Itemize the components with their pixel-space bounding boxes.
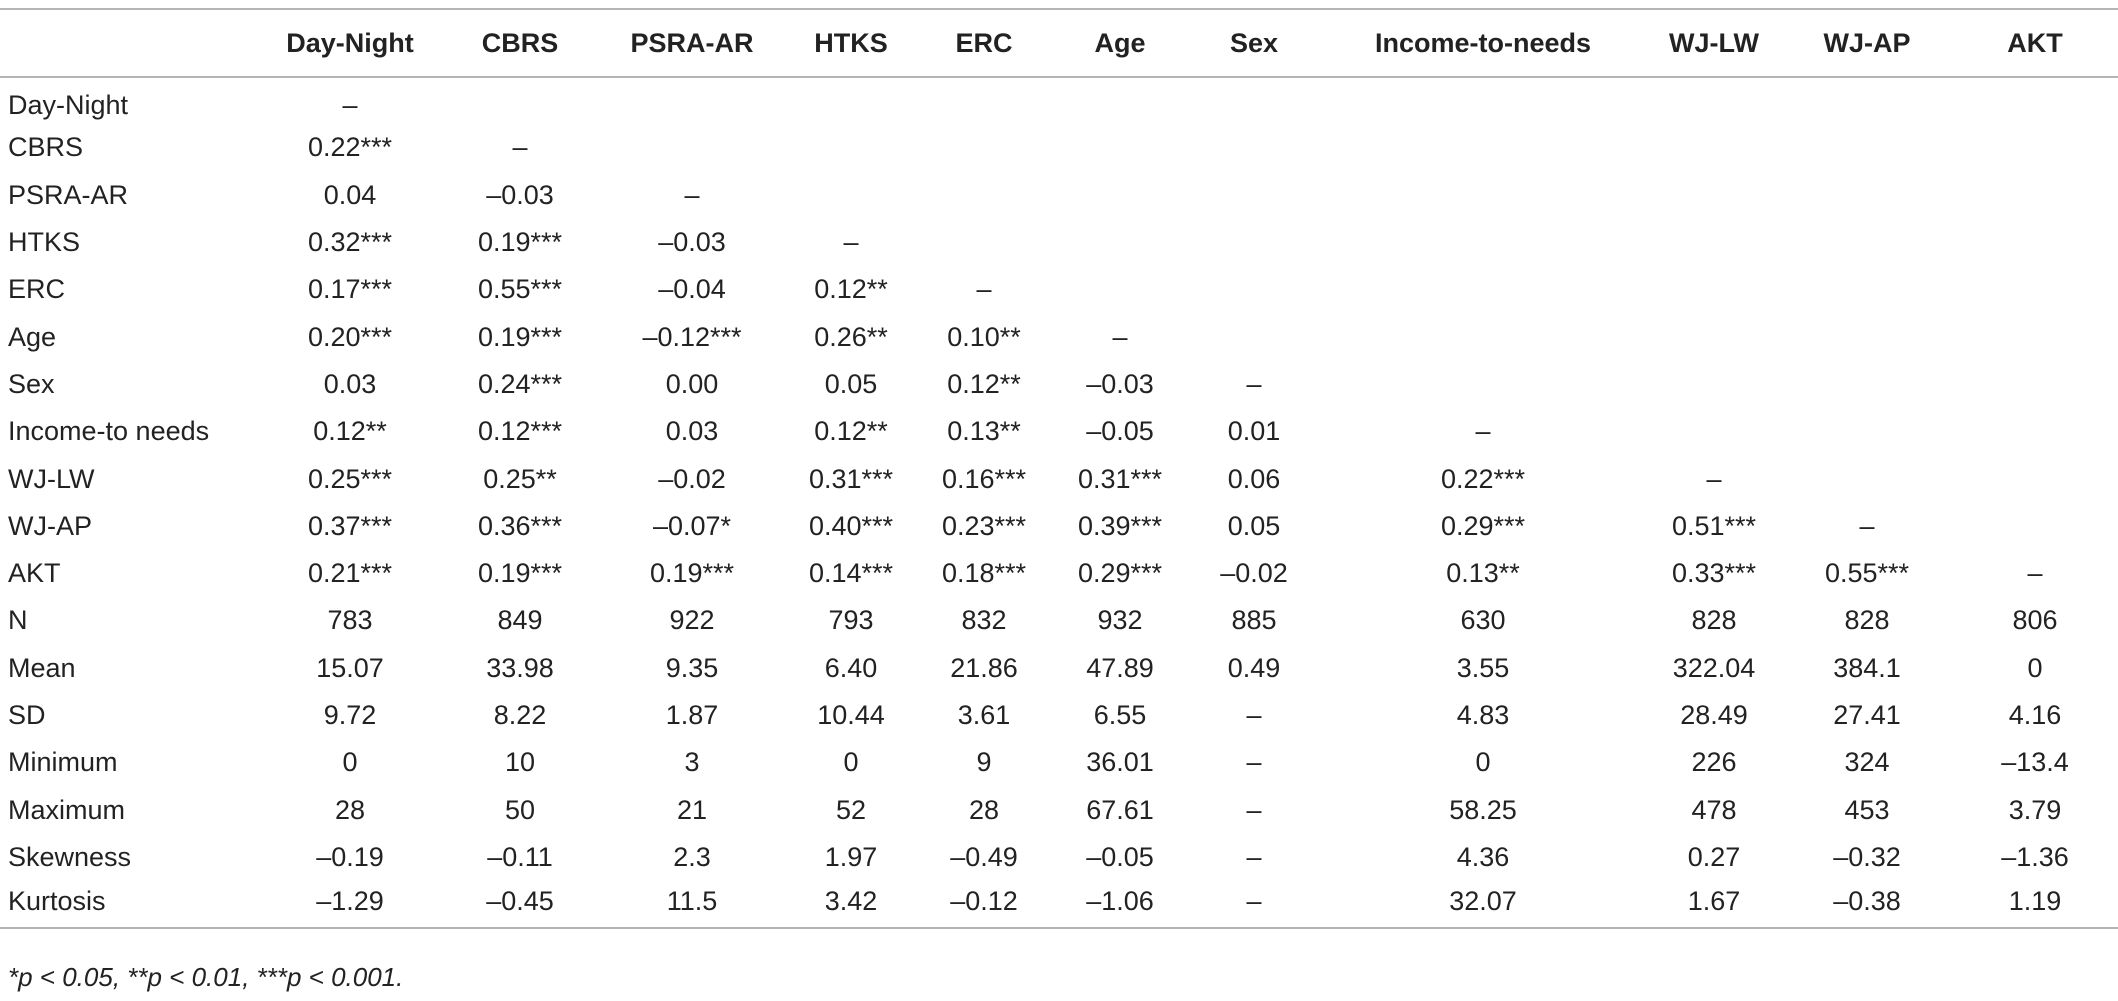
table-cell: –0.12 [916, 881, 1052, 928]
row-label: Age [8, 321, 57, 352]
table-cell: 0.03 [665, 416, 719, 447]
table-cell [916, 219, 1052, 266]
table-row [0, 77, 2118, 124]
table-cell: – [1706, 463, 1722, 494]
row-label: Kurtosis [0, 881, 258, 928]
table-cell: 21 [676, 794, 708, 825]
table-cell: 1.97 [824, 841, 878, 872]
table-cell: 0.31*** [1077, 463, 1163, 494]
table-cell: 50 [504, 794, 536, 825]
table-cell [1052, 124, 1188, 171]
table-cell: 10.44 [817, 700, 885, 730]
table-cell: –0.03 [486, 179, 554, 210]
table-cell: 226 [1691, 747, 1737, 778]
table-cell: 793 [828, 605, 874, 636]
table-cell: –0.02 [658, 463, 726, 494]
table-cell: –0.19 [316, 841, 384, 872]
table-cell [1782, 172, 1952, 219]
table-cell: 6.40 [824, 652, 878, 683]
table-cell: –0.49 [950, 841, 1018, 872]
table-cell [1782, 124, 1952, 171]
table-cell: 2.3 [673, 841, 711, 872]
table-cell [916, 77, 1052, 124]
table-cell: 67.61 [1086, 794, 1154, 825]
table-row [0, 313, 2118, 360]
table-row [0, 361, 2118, 408]
table-cell: 0.19*** [649, 558, 735, 589]
table-cell: – [2027, 558, 2043, 589]
table-cell [1320, 77, 1646, 124]
table-cell: 0.25** [483, 463, 557, 494]
table-cell: –0.32 [1833, 841, 1901, 872]
table-cell [1188, 172, 1320, 219]
table-cell [1646, 124, 1782, 171]
header-row [0, 9, 2118, 77]
table-cell: 0.13** [947, 416, 1021, 447]
table-cell: – [1246, 794, 1262, 825]
table-cell: 0.19*** [477, 321, 563, 352]
table-cell: 3.55 [1456, 652, 1510, 683]
table-cell [1782, 455, 1952, 502]
table-cell: –0.02 [1220, 558, 1288, 589]
table-cell: 0.37*** [307, 510, 393, 541]
table-cell: 33.98 [486, 652, 554, 683]
row-label: SD [8, 700, 46, 730]
table-cell: 0.12** [947, 368, 1021, 399]
table-body [0, 77, 2118, 928]
table-cell: 0.20*** [307, 321, 393, 352]
table-cell: 4.16 [2008, 700, 2062, 730]
table-cell: 0.04 [323, 179, 377, 210]
table-cell: 828 [1691, 605, 1737, 636]
table-row [0, 645, 2118, 692]
table-cell: 4.83 [1456, 700, 1510, 730]
table-cell: 0.33*** [1671, 558, 1757, 589]
row-label: CBRS [8, 132, 84, 163]
table-cell [916, 172, 1052, 219]
table-cell [598, 124, 786, 171]
table-cell: –13.4 [2001, 747, 2069, 778]
table-cell [1952, 124, 2118, 171]
table-cell: 0.00 [665, 368, 719, 399]
table-cell [1646, 361, 1782, 408]
table-cell: 783 [327, 605, 373, 636]
table-cell: –0.03 [658, 227, 726, 258]
table-cell: 21.86 [950, 652, 1018, 683]
table-cell [1952, 503, 2118, 550]
table-cell: 0 [342, 747, 358, 778]
table-cell: 384.1 [1833, 652, 1901, 683]
table-cell [1782, 77, 1952, 124]
table-cell: 28 [334, 794, 366, 825]
table-cell [598, 77, 786, 124]
header-cell: WJ-AP [1782, 9, 1952, 77]
table-cell [1052, 172, 1188, 219]
table-cell: 0.32*** [307, 227, 393, 258]
header-cell: Income-to-needs [1320, 9, 1646, 77]
table-cell [1646, 77, 1782, 124]
table-cell: 832 [961, 605, 1007, 636]
table-cell [1052, 219, 1188, 266]
table-cell: 9.35 [665, 652, 719, 683]
table-cell: 849 [497, 605, 543, 636]
row-label: Minimum [8, 747, 118, 778]
table-row [0, 834, 2118, 881]
table-cell: 0.19*** [477, 558, 563, 589]
table-cell [1952, 361, 2118, 408]
table-cell: 3.61 [957, 700, 1011, 730]
table-cell: 324 [1844, 747, 1890, 778]
table-cell: 0.12** [814, 274, 888, 305]
table-cell: 0.18*** [941, 558, 1027, 589]
table-cell: –0.38 [1782, 881, 1952, 928]
header-cell: Age [1052, 9, 1188, 77]
table-cell: – [843, 227, 859, 258]
table-cell: 3.79 [2008, 794, 2062, 825]
table-cell: 806 [2012, 605, 2058, 636]
table-cell [1646, 172, 1782, 219]
table-cell: – [1112, 321, 1128, 352]
table-cell: 0.36*** [477, 510, 563, 541]
table-cell: 0.03 [323, 368, 377, 399]
table-cell: 0.19*** [477, 227, 563, 258]
table-cell: 0.55*** [477, 274, 563, 305]
table-cell: 28.49 [1680, 700, 1748, 730]
table-cell: – [1475, 416, 1491, 447]
table-cell: – [1246, 700, 1262, 730]
row-label: WJ-LW [8, 463, 95, 494]
table-cell: –0.05 [1086, 416, 1154, 447]
table-cell: 58.25 [1449, 794, 1517, 825]
table-cell [1646, 408, 1782, 455]
table-cell: 52 [835, 794, 867, 825]
table-row [0, 172, 2118, 219]
table-cell [1952, 77, 2118, 124]
table-cell: 0.49 [1227, 652, 1281, 683]
table-cell: – [342, 89, 358, 120]
table-cell: –0.04 [658, 274, 726, 305]
table-cell: 10 [504, 747, 536, 778]
table-cell: 0.29*** [1440, 510, 1526, 541]
table-cell: –1.29 [258, 881, 442, 928]
table-row [0, 503, 2118, 550]
table-cell: 0.12*** [477, 416, 563, 447]
table-cell: 0 [1475, 747, 1491, 778]
table-cell: 922 [669, 605, 715, 636]
table-cell: 0.21*** [307, 558, 393, 589]
table-cell [1646, 313, 1782, 360]
table-cell: 0.05 [1227, 510, 1281, 541]
row-label: Sex [8, 368, 55, 399]
row-label: Income-to needs [8, 416, 210, 447]
header-cell: ERC [916, 9, 1052, 77]
table-cell: –0.07* [652, 510, 732, 541]
header-cell-corner [0, 9, 258, 77]
table-cell: 0.13** [1446, 558, 1520, 589]
table-cell: 0.05 [824, 368, 878, 399]
header-cell: Day-Night [258, 9, 442, 77]
table-cell [1188, 219, 1320, 266]
table-row [0, 881, 2118, 928]
table-cell: – [1246, 368, 1262, 399]
table-cell [1320, 172, 1646, 219]
table-cell: – [1188, 881, 1320, 928]
table-cell: 478 [1691, 794, 1737, 825]
table-cell: 47.89 [1086, 652, 1154, 683]
table-cell: 0.16*** [941, 463, 1027, 494]
header-cell: Sex [1188, 9, 1320, 77]
table-cell: 27.41 [1833, 700, 1901, 730]
table-cell: 0.06 [1227, 463, 1281, 494]
table-cell [1952, 266, 2118, 313]
table-cell [1320, 266, 1646, 313]
table-cell: 3.42 [786, 881, 916, 928]
header-cell: WJ-LW [1646, 9, 1782, 77]
table-cell: 3 [684, 747, 700, 778]
table-cell [786, 124, 916, 171]
table-cell: 6.55 [1093, 700, 1147, 730]
table-cell [916, 124, 1052, 171]
table-cell [1188, 313, 1320, 360]
table-cell [1782, 313, 1952, 360]
table-cell: 0 [843, 747, 859, 778]
table-cell: –1.36 [2001, 841, 2069, 872]
table-cell [1188, 77, 1320, 124]
table-cell [1952, 172, 2118, 219]
table-cell [1188, 266, 1320, 313]
table-cell: – [1246, 747, 1262, 778]
table-cell [786, 172, 916, 219]
table-row [0, 692, 2118, 739]
table-row [0, 455, 2118, 502]
table-cell: 0.01 [1227, 416, 1281, 447]
table-cell [1320, 124, 1646, 171]
table-cell: 322.04 [1672, 652, 1756, 683]
table-cell [1646, 266, 1782, 313]
table-cell: 9 [976, 747, 992, 778]
table-cell: 4.36 [1456, 841, 1510, 872]
table-cell: 9.72 [323, 700, 377, 730]
table-row [0, 597, 2118, 644]
table-row [0, 739, 2118, 786]
table-cell [1320, 313, 1646, 360]
table-cell: 1.67 [1646, 881, 1782, 928]
table-cell [442, 77, 598, 124]
table-cell [1320, 219, 1646, 266]
table-cell: 932 [1097, 605, 1143, 636]
table-cell [1646, 219, 1782, 266]
table-row [0, 124, 2118, 171]
table-cell [1782, 408, 1952, 455]
row-label: N [8, 605, 28, 636]
table-cell: 0.29*** [1077, 558, 1163, 589]
table-cell: 1.87 [665, 700, 719, 730]
table-cell: 0.27 [1687, 841, 1741, 872]
row-label: PSRA-AR [8, 179, 129, 210]
table-cell: – [976, 274, 992, 305]
table-cell: 885 [1231, 605, 1277, 636]
table-cell: –1.06 [1052, 881, 1188, 928]
table-cell: 0 [2027, 652, 2043, 683]
table-row [0, 408, 2118, 455]
table-cell: 28 [968, 794, 1000, 825]
table-cell [1782, 361, 1952, 408]
table-cell: 11.5 [598, 881, 786, 928]
table-cell: –0.45 [442, 881, 598, 928]
table-cell: – [512, 132, 528, 163]
table-cell [1052, 77, 1188, 124]
table-cell: 0.31*** [808, 463, 894, 494]
table-cell: 0.22*** [1440, 463, 1526, 494]
table-cell: 0.12** [814, 416, 888, 447]
table-cell [1952, 455, 2118, 502]
table-cell [1782, 266, 1952, 313]
table-cell: –0.12*** [642, 321, 742, 352]
table-cell [1952, 313, 2118, 360]
table-row [0, 550, 2118, 597]
table-cell: 0.39*** [1077, 510, 1163, 541]
table-row [0, 219, 2118, 266]
row-label: Mean [8, 652, 76, 683]
row-label: Day-Night [8, 89, 129, 120]
table-cell: – [684, 179, 700, 210]
table-row [0, 786, 2118, 833]
row-label: Skewness [8, 841, 132, 872]
table-cell [1952, 219, 2118, 266]
header-cell: AKT [1952, 9, 2118, 77]
table-row [0, 266, 2118, 313]
row-label: ERC [8, 274, 66, 305]
table-footnote: *p < 0.05, **p < 0.01, ***p < 0.001. [8, 962, 404, 992]
correlation-table [0, 8, 2118, 929]
table-cell: 0.26** [814, 321, 888, 352]
row-label: WJ-AP [8, 510, 92, 541]
table-cell: 36.01 [1086, 747, 1154, 778]
table-cell: 0.17*** [307, 274, 393, 305]
table-cell: 1.19 [1952, 881, 2118, 928]
table-cell: 0.23*** [941, 510, 1027, 541]
header-cell: HTKS [786, 9, 916, 77]
table-cell: 0.10** [947, 321, 1021, 352]
table-cell: 32.07 [1320, 881, 1646, 928]
table-cell: –0.03 [1086, 368, 1154, 399]
row-label: Maximum [8, 794, 126, 825]
header-cell: PSRA-AR [598, 9, 786, 77]
table-cell [1782, 219, 1952, 266]
table-cell: 0.55*** [1824, 558, 1910, 589]
table-cell: 8.22 [493, 700, 547, 730]
table-cell: – [1246, 841, 1262, 872]
table-cell: – [1859, 510, 1875, 541]
table-header [0, 9, 2118, 77]
table-cell: –0.11 [487, 841, 553, 872]
table-cell: 453 [1844, 794, 1890, 825]
table-cell [1188, 124, 1320, 171]
row-label: HTKS [8, 227, 81, 258]
table-cell: 0.51*** [1671, 510, 1757, 541]
table-cell [1952, 408, 2118, 455]
table-cell: –0.05 [1086, 841, 1154, 872]
header-cell: CBRS [442, 9, 598, 77]
table-cell: 0.40*** [808, 510, 894, 541]
row-label: AKT [8, 558, 61, 589]
table-cell: 630 [1460, 605, 1506, 636]
table-cell [1052, 266, 1188, 313]
table-cell: 0.14*** [808, 558, 894, 589]
table-cell [1320, 361, 1646, 408]
table-cell: 15.07 [316, 652, 384, 683]
table-cell: 0.22*** [307, 132, 393, 163]
table-cell [786, 77, 916, 124]
table-cell: 0.25*** [307, 463, 393, 494]
table-cell: 0.12** [313, 416, 387, 447]
table-cell: 828 [1844, 605, 1890, 636]
table-cell: 0.24*** [477, 368, 563, 399]
